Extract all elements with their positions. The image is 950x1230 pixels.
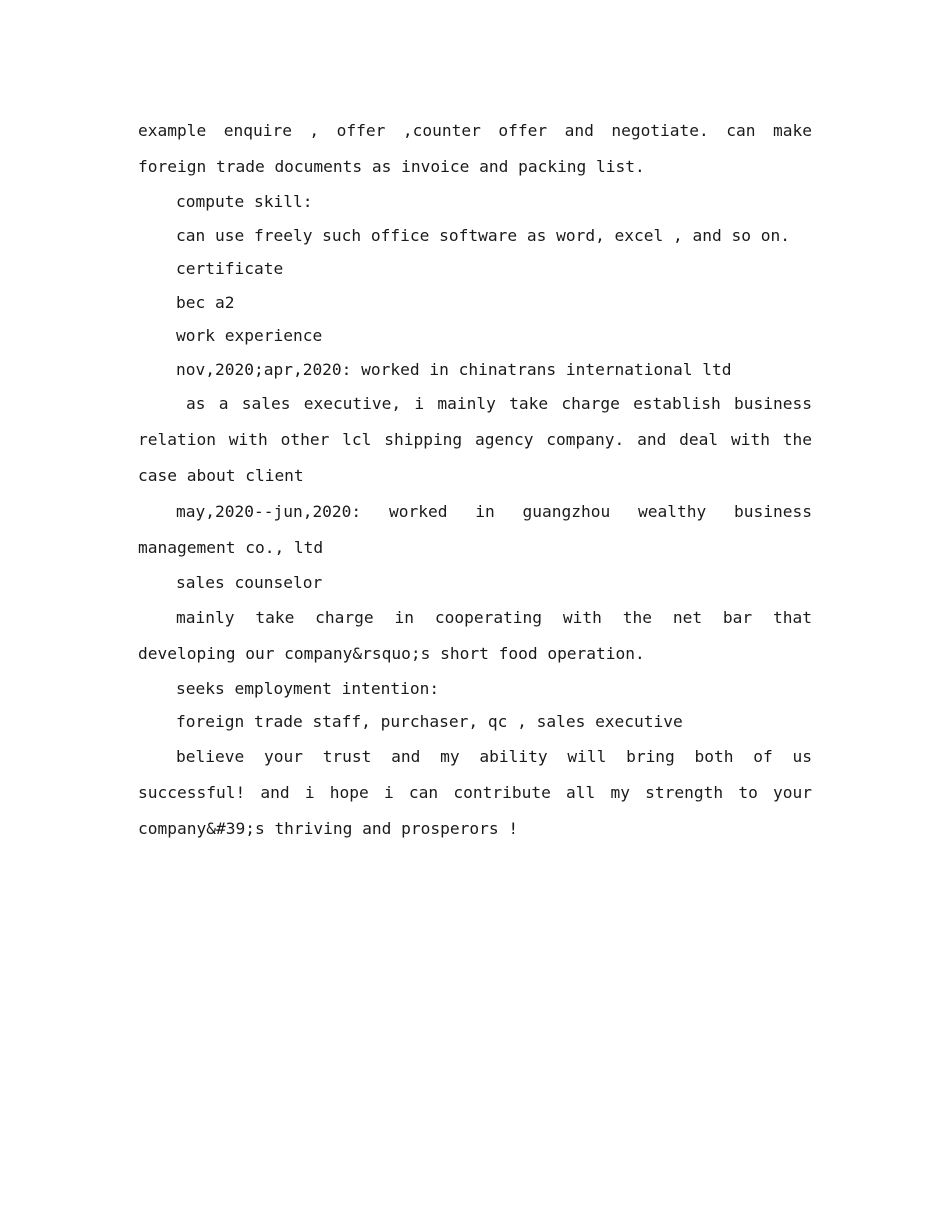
paragraph-trade-skills: example enquire , offer ,counter offer and negotiate. can make foreign trade documents as invoice and packing list. xyxy=(138,121,812,176)
paragraph-closing-statement: believe your trust and my ability will bring both of us successful! and i hope i can contribute all my strength to your company&#39;s thriving and prosperors ! xyxy=(138,746,812,838)
paragraph-desired-positions: foreign trade staff, purchaser, qc , sales executive xyxy=(176,712,683,731)
document-body xyxy=(138,113,812,847)
job-description-guangzhou-wealthy: mainly take charge in cooperating with the net bar that developing our company&rsquo;s short food operation. xyxy=(138,607,812,663)
paragraph-bec-level: bec a2 xyxy=(176,292,235,312)
job-entry-chinatrans: nov,2020;apr,2020: worked in chinatrans international ltd xyxy=(176,359,732,379)
heading-certificate: certificate xyxy=(176,259,284,278)
paragraph-office-software: can use freely such office software as word, excel , and so on. xyxy=(176,225,790,245)
job-description-chinatrans: as a sales executive, i mainly take charge establish business relation with other lcl shipping agency company. and deal with the case about client xyxy=(138,394,812,485)
job-title-sales-counselor: sales counselor xyxy=(176,573,323,592)
heading-employment-intention: seeks employment intention: xyxy=(176,678,440,698)
heading-compute-skill: compute skill: xyxy=(176,192,313,211)
heading-work-experience: work experience xyxy=(176,326,323,345)
job-entry-guangzhou-wealthy: may,2020--jun,2020: worked in guangzhou wealthy business management co., ltd xyxy=(138,502,812,557)
